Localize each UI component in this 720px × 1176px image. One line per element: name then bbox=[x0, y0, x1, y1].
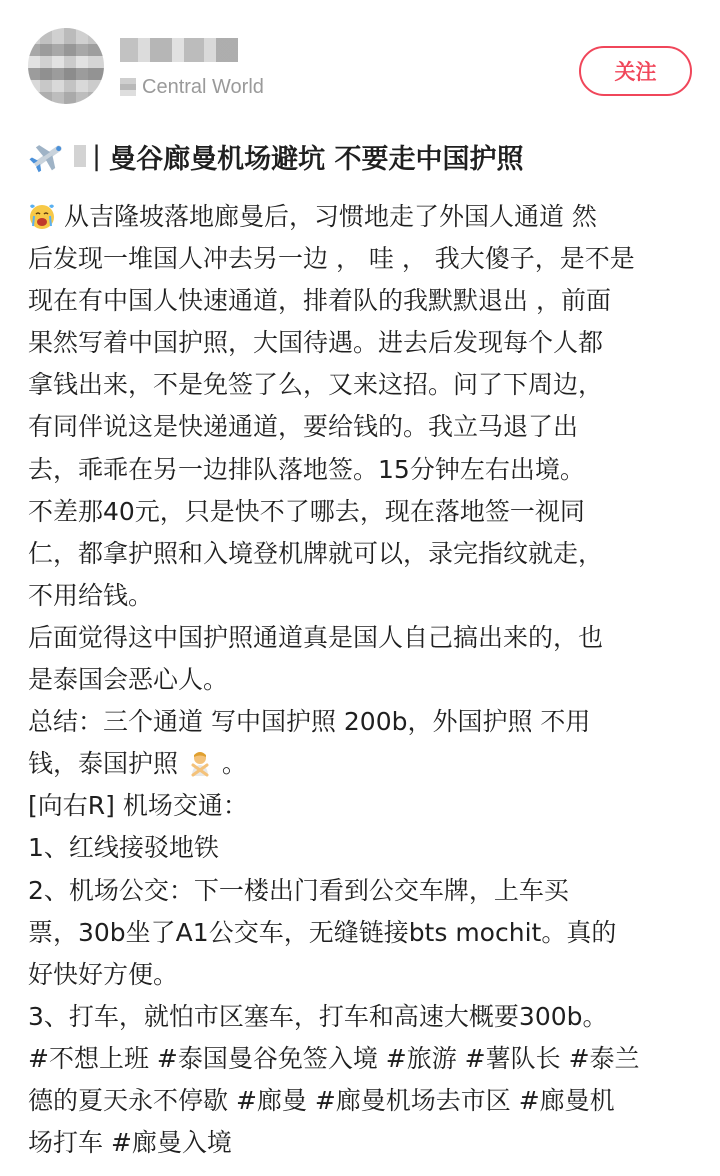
post-title bbox=[28, 136, 698, 176]
hashtag-line[interactable]: 场打车 #廊曼入境 bbox=[28, 1128, 232, 1158]
body-text: 钱，泰国护照 bbox=[28, 749, 186, 779]
body-line: 1、红线接驳地铁 bbox=[28, 833, 219, 863]
body-line: 现在有中国人快速通道，排着队的我默默退出 ，前面 bbox=[28, 286, 611, 316]
body-line: 不差那40元，只是快不了哪去，现在落地签一视同 bbox=[28, 496, 585, 526]
follow-button[interactable]: 关注 bbox=[579, 46, 692, 96]
location-pin-icon bbox=[120, 78, 136, 96]
body-line: 2、机场公交：下一楼出门看到公交车牌，上车买 bbox=[28, 875, 569, 905]
post-body bbox=[28, 196, 700, 1164]
body-line: 不用给钱。 bbox=[28, 580, 154, 610]
body-line: 拿钱出来，不是免签了么，又来这招。问了下周边， bbox=[28, 370, 604, 400]
username-blurred[interactable] bbox=[120, 38, 238, 62]
person-gesturing-no-icon bbox=[186, 749, 214, 777]
body-line: 仁，都拿护照和入境登机牌就可以，录完指纹就走， bbox=[28, 538, 604, 568]
hashtag-line[interactable]: 德的夏天永不停歇 #廊曼 #廊曼机场去市区 #廊曼机 bbox=[28, 1085, 615, 1115]
body-line: 去，乖乖在另一边排队落地签。15分钟左右出境。 bbox=[28, 454, 585, 484]
body-line bbox=[28, 743, 700, 785]
body-line: 票，30b坐了A1公交车，无缝链接bts mochit。真的 bbox=[28, 917, 617, 947]
post-header bbox=[0, 0, 720, 130]
body-line: 总结：三个通道 写中国护照 200b，外国护照 不用 bbox=[28, 707, 591, 737]
hashtag-line[interactable]: #不想上班 #泰国曼谷免签入境 #旅游 #薯队长 #泰兰 bbox=[28, 1043, 640, 1073]
title-text: 曼谷廊曼机场避坑 不要走中国护照 bbox=[109, 143, 524, 175]
body-line: 果然写着中国护照，大国待遇。进去后发现每个人都 bbox=[28, 328, 604, 358]
avatar[interactable] bbox=[28, 28, 104, 104]
body-line: 后发现一堆国人冲去另一边 ， 哇 ， 我大傻子，是不是 bbox=[28, 244, 635, 274]
location-label[interactable]: Central World bbox=[142, 76, 264, 98]
body-line: 3、打车，就怕市区塞车，打车和高速大概要300b。 bbox=[28, 1001, 608, 1031]
body-line: 好快好方便。 bbox=[28, 959, 179, 989]
body-line bbox=[28, 196, 700, 238]
body-line: 有同伴说这是快递通道，要给钱的。我立马退了出 bbox=[28, 412, 579, 442]
crying-face-icon bbox=[28, 202, 56, 230]
body-line: 是泰国会恶心人。 bbox=[28, 665, 229, 695]
title-blurred-char bbox=[74, 145, 86, 167]
body-line: [向右R] 机场交通： bbox=[28, 791, 248, 821]
body-text: 从吉隆坡落地廊曼后，习惯地走了外国人通道 然 bbox=[63, 202, 597, 231]
body-text: 。 bbox=[221, 749, 247, 779]
title-bar: | bbox=[92, 140, 102, 172]
airplane-icon bbox=[28, 138, 68, 174]
body-line: 后面觉得这中国护照通道真是国人自己搞出来的，也 bbox=[28, 622, 604, 652]
